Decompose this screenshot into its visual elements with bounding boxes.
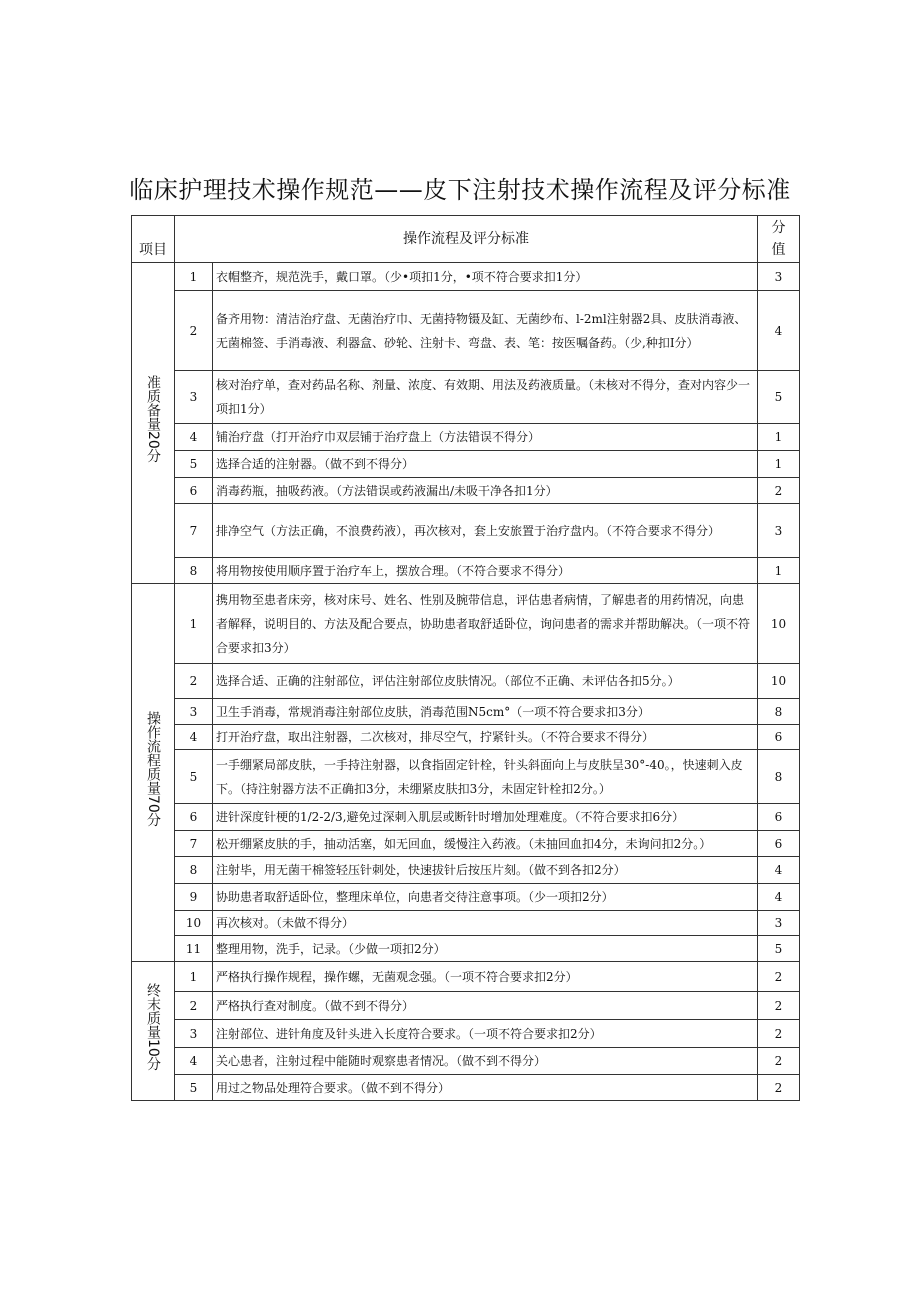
row-score: 4 [758,857,800,884]
row-score: 8 [758,699,800,725]
row-score: 6 [758,831,800,857]
header-criteria: 操作流程及评分标准 [175,216,758,263]
table-row [132,1075,800,1101]
table-row [132,936,800,962]
table-row [132,962,800,992]
section-label-text: 准质备量20分 [145,375,161,463]
table-header-row [132,216,800,263]
row-score: 8 [758,750,800,804]
row-score: 3 [758,911,800,936]
row-score: 6 [758,804,800,831]
table-row [132,750,800,804]
row-number: 6 [175,478,213,504]
row-criteria: 衣帽整齐，规范洗手，戴口罩。（少•项扣1分，•项不符合要求扣1分） [213,263,758,291]
row-criteria: 打开治疗盘，取出注射器，二次核对，排尽空气，拧紧针头。（不符合要求不得分） [213,725,758,750]
row-number: 6 [175,804,213,831]
row-number: 4 [175,424,213,451]
row-number: 11 [175,936,213,962]
row-score: 1 [758,424,800,451]
row-number: 8 [175,857,213,884]
row-number: 7 [175,831,213,857]
table-row [132,911,800,936]
header-score-line2: 值 [771,242,786,258]
row-criteria: 协助患者取舒适卧位，整理床单位，向患者交待注意事项。（少一项扣2分） [213,884,758,911]
row-criteria: 排净空气（方法正确，不浪费药液），再次核对，套上安旅置于治疗盘内。（不符合要求不得分） [213,504,758,558]
row-criteria: 选择合适、正确的注射部位，评估注射部位皮肤情况。（部位不正确、未评估各扣5分。） [213,664,758,699]
row-score: 4 [758,884,800,911]
row-number: 2 [175,291,213,371]
row-criteria: 整理用物，洗手，记录。（少做一项扣2分） [213,936,758,962]
row-score: 3 [758,504,800,558]
row-number: 9 [175,884,213,911]
table-row [132,291,800,371]
table-row [132,424,800,451]
row-number: 5 [175,1075,213,1101]
row-score: 2 [758,1075,800,1101]
row-criteria: 铺治疗盘（打开治疗巾双层铺于治疗盘上（方法错误不得分） [213,424,758,451]
row-number: 1 [175,263,213,291]
row-criteria: 携用物至患者床旁，核对床号、姓名、性别及腕带信息，评估患者病情，了解患者的用药情况，向患者解释，说明目的、方法及配合要点，协助患者取舒适卧位，询问患者的需求并帮助解决。（一项不符合要求扣3分） [213,584,758,664]
section-label [132,584,175,962]
row-criteria: 一手绷紧局部皮肤，一手持注射器，以食指固定针栓，针头斜面向上与皮肤呈30°-40。，快速刺入皮下。（持注射器方法不正确扣3分，未绷紧皮肤扣3分，未固定针栓扣2分。） [213,750,758,804]
table-row [132,478,800,504]
table-row [132,884,800,911]
row-criteria: 备齐用物：清洁治疗盘、无菌治疗巾、无菌持物镊及缸、无菌纱布、l-2ml注射器2具、皮肤消毒液、无菌棉签、手消毒液、利器盒、砂轮、注射卡、弯盘、表、笔：按医嘱备药。（少,种扣I分） [213,291,758,371]
table-row [132,857,800,884]
row-number: 7 [175,504,213,558]
row-criteria: 卫生手消毒，常规消毒注射部位皮肤，消毒范围N5cm°（一项不符合要求扣3分） [213,699,758,725]
row-score: 4 [758,291,800,371]
row-number: 2 [175,992,213,1020]
row-number: 1 [175,584,213,664]
row-score: 10 [758,584,800,664]
table-row [132,1048,800,1075]
row-score: 2 [758,478,800,504]
row-criteria: 用过之物品处理符合要求。（做不到不得分） [213,1075,758,1101]
row-criteria: 进针深度针梗的1/2-2/3,避免过深刺入肌层或断针时增加处理难度。（不符合要求扣6分） [213,804,758,831]
row-criteria: 关心患者，注射过程中能随时观察患者情况。（做不到不得分） [213,1048,758,1075]
scoring-table [131,215,800,1101]
row-criteria: 松开绷紧皮肤的手，抽动活塞，如无回血，缓慢注入药液。（未抽回血扣4分，未询问扣2分。） [213,831,758,857]
table-row [132,263,800,291]
table-row [132,504,800,558]
row-number: 5 [175,750,213,804]
table-row [132,725,800,750]
table-row [132,804,800,831]
table-row [132,584,800,664]
row-score: 2 [758,992,800,1020]
section-label [132,263,175,584]
row-number: 3 [175,699,213,725]
row-criteria: 严格执行查对制度。（做不到不得分） [213,992,758,1020]
row-criteria: 将用物按使用顺序置于治疗车上，摆放合理。（不符合要求不得分） [213,558,758,584]
table-row [132,558,800,584]
row-number: 10 [175,911,213,936]
row-score: 2 [758,962,800,992]
table-row [132,664,800,699]
row-criteria: 注射毕，用无菌干棉签轻压针刺处，快速拔针后按压片刻。（做不到各扣2分） [213,857,758,884]
row-score: 2 [758,1048,800,1075]
header-score [758,216,800,263]
row-score: 2 [758,1020,800,1048]
section-label-text: 操作流程质量70分 [145,710,161,827]
table-row [132,371,800,424]
header-score-line1: 分 [771,220,786,236]
row-score: 5 [758,936,800,962]
table-row [132,831,800,857]
table-row [132,699,800,725]
table-row [132,451,800,478]
table-row [132,1020,800,1048]
section-label-text: 终末质量10分 [145,983,161,1071]
row-score: 1 [758,558,800,584]
row-criteria: 再次核对。（未做不得分） [213,911,758,936]
document-title: 临床护理技术操作规范——皮下注射技术操作流程及评分标准 [129,176,791,204]
header-item: 项目 [132,216,175,263]
row-score: 3 [758,263,800,291]
row-number: 8 [175,558,213,584]
row-criteria: 核对治疗单，查对药品名称、剂量、浓度、有效期、用法及药液质量。（未核对不得分，查对内容少一项扣1分） [213,371,758,424]
row-number: 3 [175,371,213,424]
row-number: 4 [175,725,213,750]
table-row [132,992,800,1020]
row-number: 2 [175,664,213,699]
row-number: 1 [175,962,213,992]
row-criteria: 消毒药瓶，抽吸药液。（方法错误或药液漏出/未吸干净各扣1分） [213,478,758,504]
row-score: 5 [758,371,800,424]
row-number: 5 [175,451,213,478]
row-score: 6 [758,725,800,750]
row-criteria: 严格执行操作规程，操作螺，无菌观念强。（一项不符合要求扣2分） [213,962,758,992]
row-criteria: 注射部位、进针角度及针头进入长度符合要求。（一项不符合要求扣2分） [213,1020,758,1048]
section-label [132,962,175,1101]
row-criteria: 选择合适的注射器。（做不到不得分） [213,451,758,478]
row-number: 4 [175,1048,213,1075]
row-score: 1 [758,451,800,478]
row-score: 10 [758,664,800,699]
row-number: 3 [175,1020,213,1048]
